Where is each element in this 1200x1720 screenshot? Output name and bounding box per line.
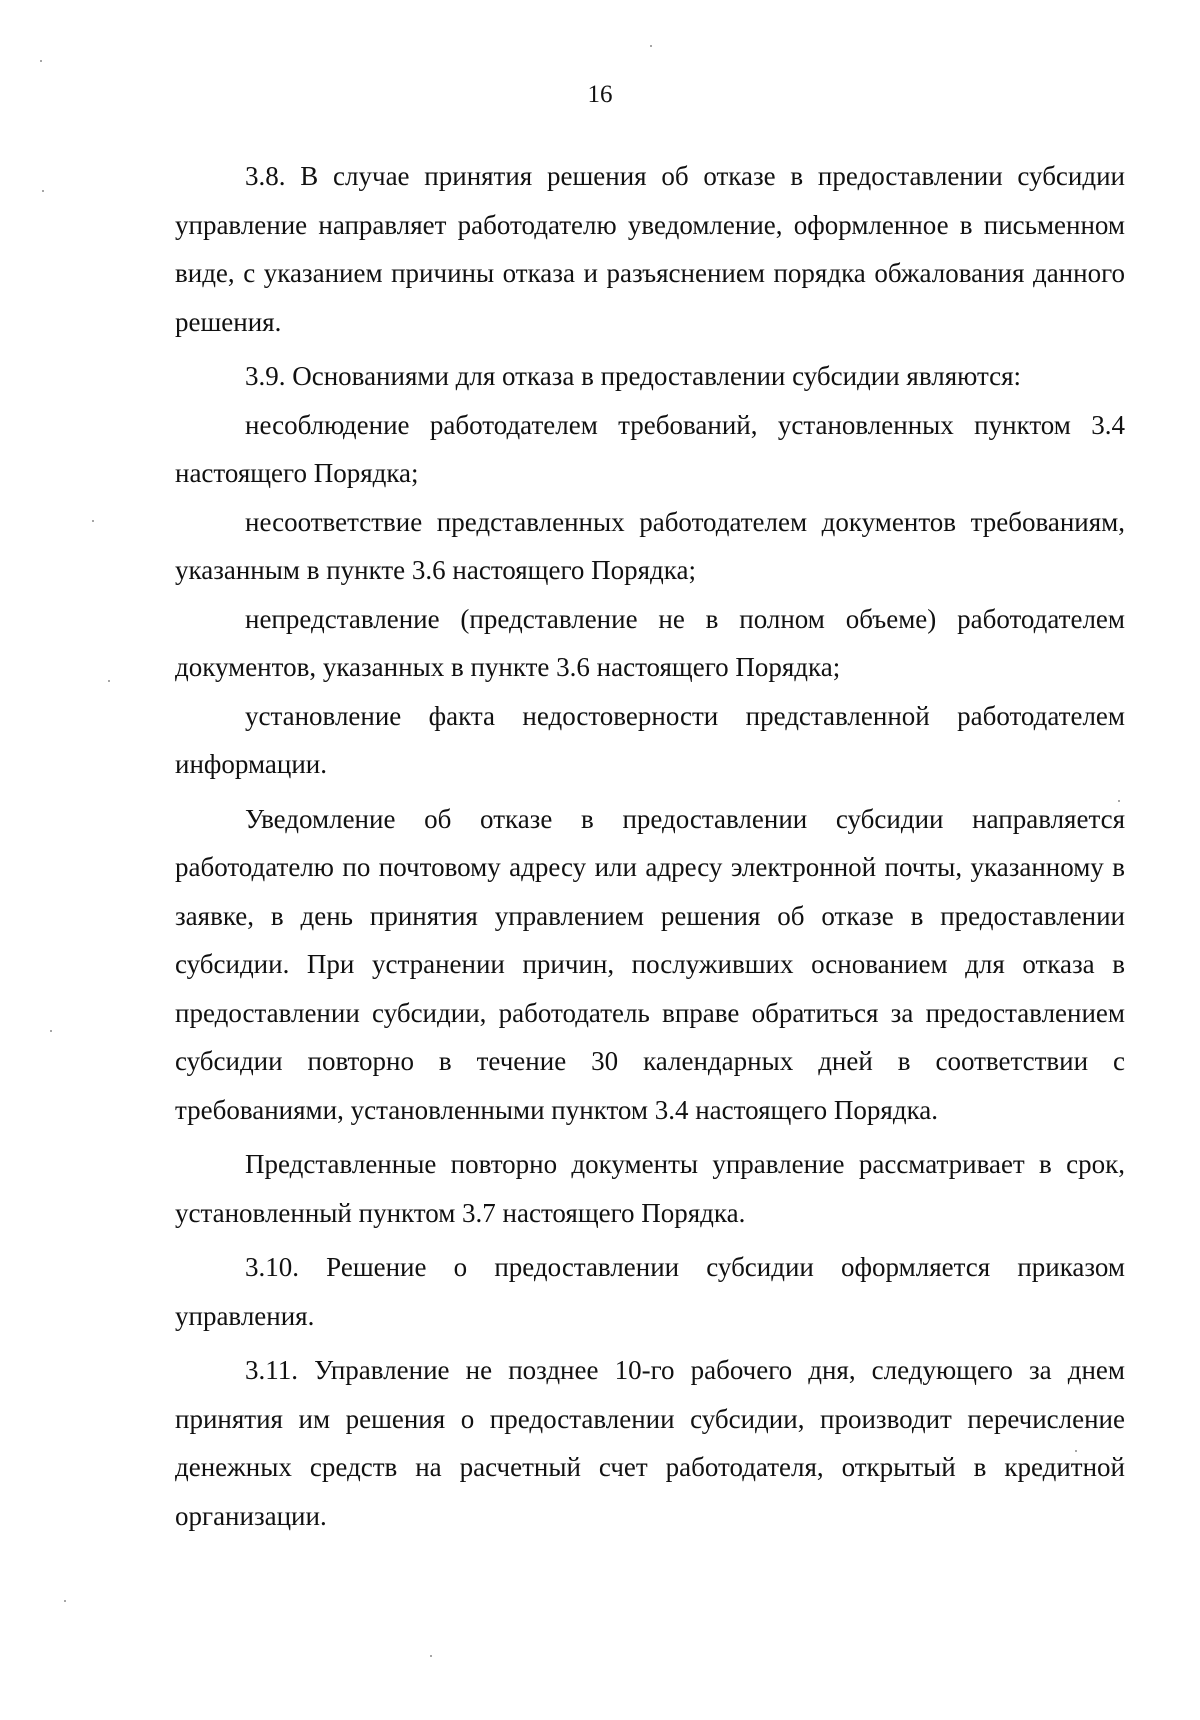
paragraph-3-8: 3.8. В случае принятия решения об отказе в предоставлении субсидии управление направляет работодателю уведомление, оформленное в письменном виде, с указанием причины отказа и разъяснением порядка обжалования данного решения. bbox=[175, 161, 1125, 337]
scan-speck bbox=[42, 190, 44, 192]
refusal-ground-incomplete: непредставление (представление не в полном объеме) работодателем документов, указанных в пункте 3.6 настоящего Порядка; bbox=[175, 603, 1125, 682]
paragraph-3-10: 3.10. Решение о предоставлении субсидии оформляется приказом управления. bbox=[175, 1252, 1125, 1331]
refusal-ground-inaccuracy: установление факта недостоверности представленной работодателем информации. bbox=[175, 700, 1125, 779]
scan-speck bbox=[92, 520, 94, 522]
scan-speck bbox=[64, 1600, 66, 1602]
scan-speck bbox=[650, 45, 652, 47]
scan-speck bbox=[108, 680, 110, 682]
paragraph-3-11: 3.11. Управление не позднее 10-го рабочего дня, следующего за днем принятия им решения о предоставлении субсидии, производит перечисление денежных средств на расчетный счет работодателя, открытый в кредитной организации. bbox=[175, 1355, 1125, 1531]
scan-speck bbox=[1118, 800, 1120, 802]
scan-speck bbox=[40, 60, 42, 62]
scan-speck bbox=[1075, 1450, 1077, 1452]
paragraph-3-9: 3.9. Основаниями для отказа в предоставлении субсидии являются: bbox=[245, 361, 1021, 391]
page-body bbox=[175, 152, 1125, 1540]
page-number: 16 bbox=[587, 81, 613, 108]
refusal-ground-requirements: несоблюдение работодателем требований, установленных пунктом 3.4 настоящего Порядка; bbox=[175, 409, 1125, 488]
refusal-ground-mismatch: несоответствие представленных работодателем документов требованиям, указанным в пункте 3.6 настоящего Порядка; bbox=[175, 506, 1125, 585]
paragraph-resubmission: Представленные повторно документы управление рассматривает в срок, установленный пунктом 3.7 настоящего Порядка. bbox=[175, 1149, 1125, 1228]
scan-speck bbox=[430, 1655, 432, 1657]
scan-speck bbox=[50, 1030, 52, 1032]
paragraph-refusal-notice: Уведомление об отказе в предоставлении субсидии направляется работодателю по почтовому адресу или адресу электронной почты, указанному в заявке, в день принятия управлением решения об отказе в предоставлении субсидии. При устранении причин, послуживших основанием для отказа в предоставлении субсидии, работодатель вправе обратиться за предоставлением субсидии повторно в течение 30 календарных дней в соответствии с требованиями, установленными пунктом 3.4 настоящего Порядка. bbox=[175, 803, 1125, 1125]
